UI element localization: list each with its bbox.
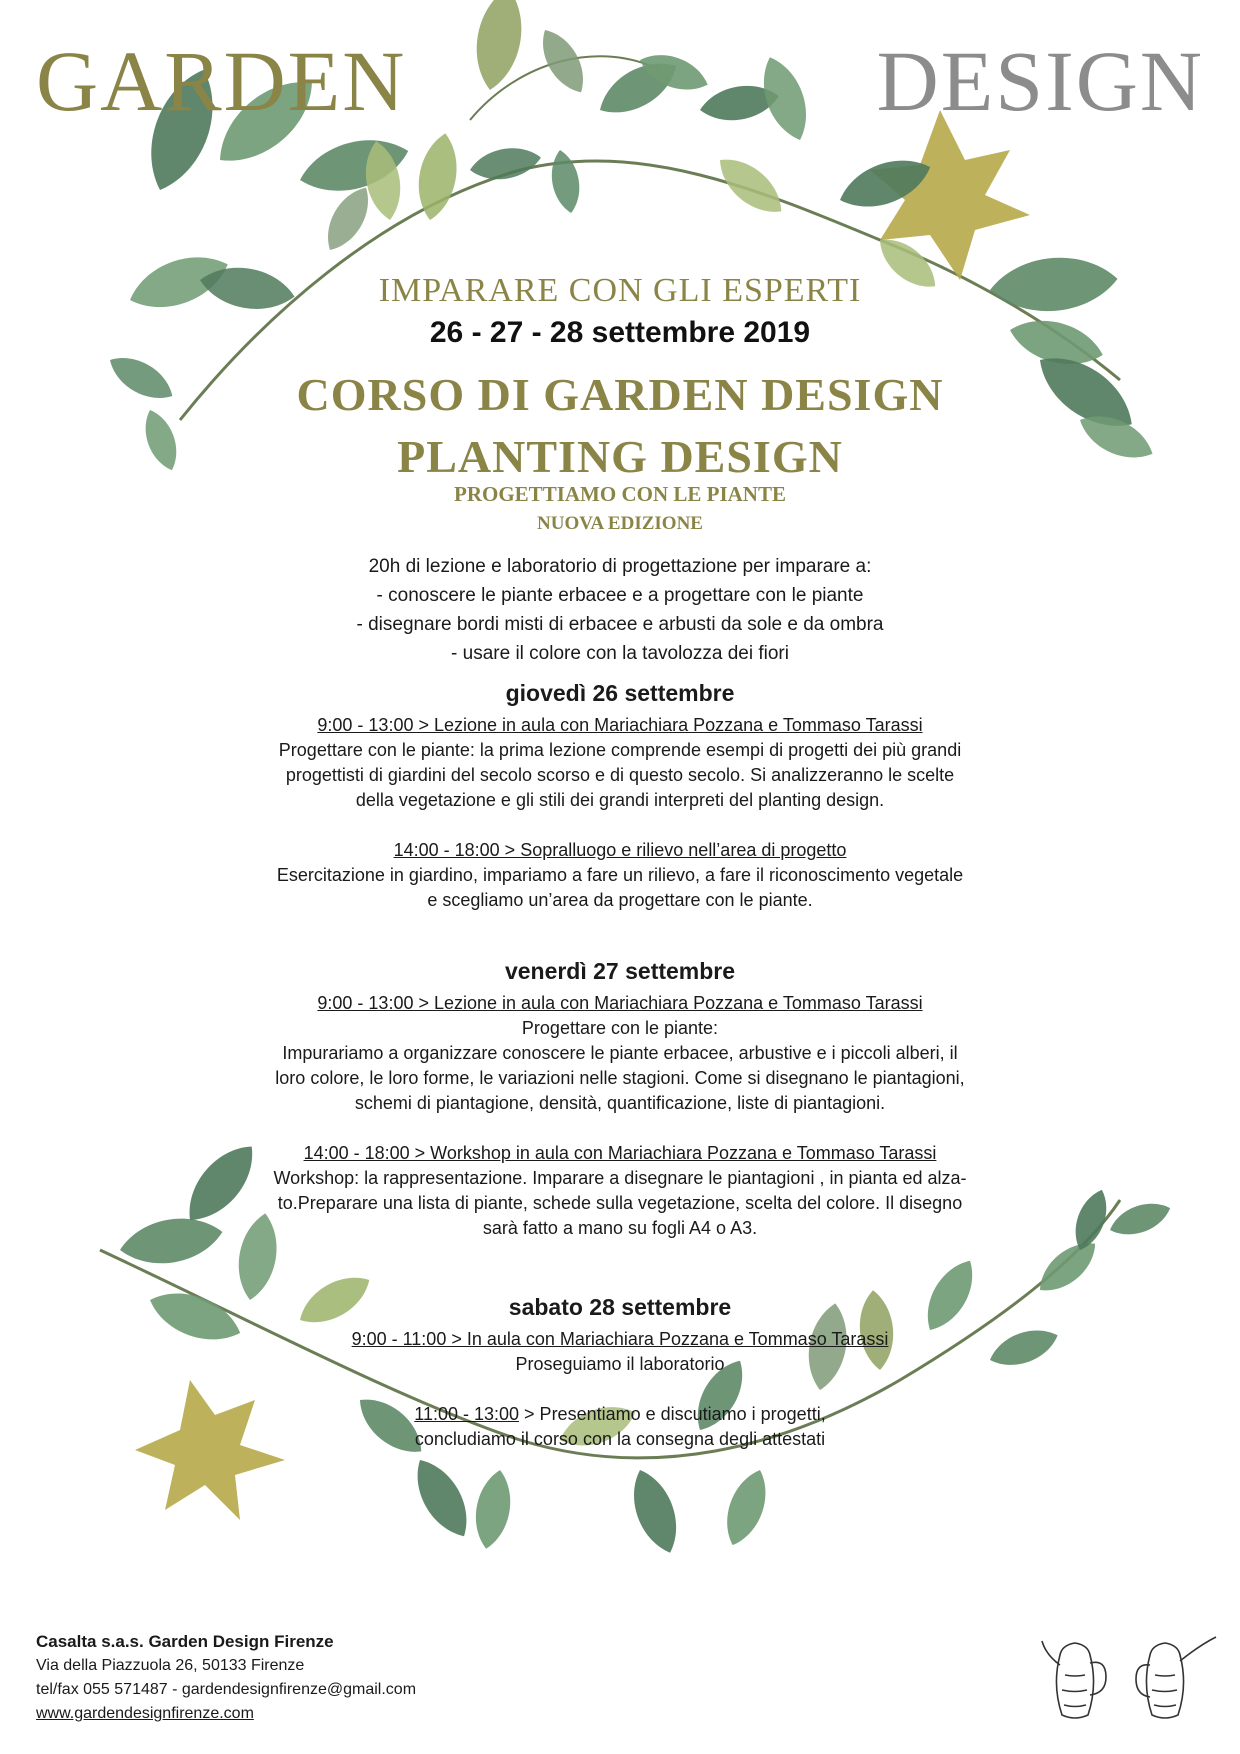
subtitle-2: NUOVA EDIZIONE <box>537 513 703 534</box>
session-text: Esercitazione in giardino, impariamo a fare un rilievo, a fare il riconoscimento vegetale <box>276 865 964 885</box>
session-time: 9:00 - 11:00 > In aula con Mariachiara Pozzana e Tommaso Tarassi <box>351 1329 889 1349</box>
session-time: 11:00 - 13:00 <box>414 1404 520 1424</box>
session-text: e scegliamo un’area da progettare con le piante. <box>427 890 813 910</box>
intro-line: - conoscere le piante erbacee e a progettare con le piante <box>376 585 864 606</box>
brand-garden: GARDEN <box>36 33 407 129</box>
session-text: loro colore, le loro forme, le variazioni nelle stagioni. Come si disegnano le piantagioni, <box>275 1068 965 1088</box>
session-text: concludiamo il corso con la consegna degli attestati <box>414 1429 826 1449</box>
session-time: 14:00 - 18:00 > Workshop in aula con Mariachiara Pozzana e Tommaso Tarassi <box>303 1143 937 1163</box>
day-thursday <box>0 680 1240 913</box>
session-time: 14:00 - 18:00 > Sopralluogo e rilievo nell’area di progetto <box>393 840 847 860</box>
session-time-mixed <box>0 1402 1240 1427</box>
day-saturday <box>0 1294 1240 1452</box>
session-text: Workshop: la rappresentazione. Imparare a disegnare le piantagioni , in pianta ed alza- <box>273 1168 967 1188</box>
watering-cans-illustration <box>1040 1615 1220 1735</box>
session-text: della vegetazione e gli stili dei grandi interpreti del planting design. <box>355 790 885 810</box>
session-text: progettisti di giardini del secolo scorso e di questo secolo. Si analizzeranno le scelte <box>285 765 955 785</box>
day-friday <box>0 958 1240 1241</box>
website-link[interactable]: www.gardendesignfirenze.com <box>36 1705 254 1722</box>
session-text: Progettare con le piante: la prima lezione comprende esempi di progetti dei più grandi <box>278 740 962 760</box>
subtitle-1: PROGETTIAMO CON LE PIANTE <box>454 482 786 506</box>
intro <box>0 552 1240 668</box>
session-text: schemi di piantagione, densità, quantificazione, liste di piantagioni. <box>354 1093 886 1113</box>
session-text: Proseguiamo il laboratorio <box>515 1354 725 1374</box>
session-time-rest: > Presentiamo e discutiamo i progetti, <box>519 1404 826 1424</box>
company-contact: tel/fax 055 571487 - gardendesignfirenze@gmail.com <box>36 1681 417 1698</box>
session-text: Progettare con le piante: <box>521 1018 719 1038</box>
footer <box>36 1630 416 1726</box>
day-title: venerdì 27 settembre <box>504 958 736 984</box>
title-line-1: CORSO DI GARDEN DESIGN <box>296 369 944 420</box>
company-address: Via della Piazzuola 26, 50133 Firenze <box>36 1657 305 1674</box>
company-name: Casalta s.a.s. Garden Design Firenze <box>36 1632 334 1651</box>
course-dates: 26 - 27 - 28 settembre 2019 <box>429 316 811 349</box>
intro-line: - disegnare bordi misti di erbacee e arbusti da sole e da ombra <box>356 614 884 635</box>
intro-line: 20h di lezione e laboratorio di progettazione per imparare a: <box>368 556 872 577</box>
intro-line: - usare il colore con la tavolozza dei fiori <box>451 643 789 664</box>
session-time: 9:00 - 13:00 > Lezione in aula con Mariachiara Pozzana e Tommaso Tarassi <box>317 993 923 1013</box>
session-text: sarà fatto a mano su fogli A4 o A3. <box>482 1218 758 1238</box>
title-line-2: PLANTING DESIGN <box>397 431 843 482</box>
session-text: Impurariamo a organizzare conoscere le piante erbacee, arbustive e i piccoli alberi, il <box>282 1043 958 1063</box>
day-title: giovedì 26 settembre <box>505 680 735 706</box>
session-time: 9:00 - 13:00 > Lezione in aula con Mariachiara Pozzana e Tommaso Tarassi <box>317 715 923 735</box>
kicker: IMPARARE CON GLI ESPERTI <box>378 272 862 309</box>
day-title: sabato 28 settembre <box>508 1294 732 1320</box>
brand-design: DESIGN <box>876 33 1204 129</box>
session-text: to.Preparare una lista di piante, schede sulla vegetazione, scelta del colore. Il disegno <box>277 1193 963 1213</box>
